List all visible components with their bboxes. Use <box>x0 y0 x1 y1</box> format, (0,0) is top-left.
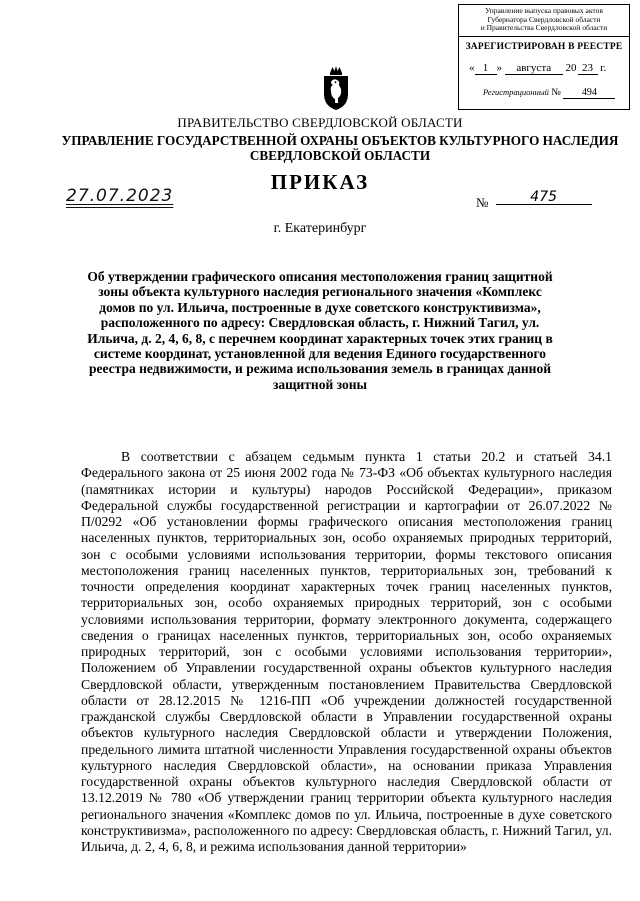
stamp-year-suffix: 23 <box>578 62 598 75</box>
government-name: ПРАВИТЕЛЬСТВО СВЕРДЛОВСКОЙ ОБЛАСТИ <box>177 115 463 130</box>
stamp-quote-open: « <box>469 61 475 74</box>
stamp-header-line: Управление выпуска правовых актов <box>485 6 603 15</box>
city: г. Екатеринбург <box>273 221 367 236</box>
department-name: УПРАВЛЕНИЕ ГОСУДАРСТВЕННОЙ ОХРАНЫ ОБЪЕКТОВ КУЛЬТУРНОГО НАСЛЕДИЯ СВЕРДЛОВСКОЙ ОБЛАСТИ <box>61 133 619 163</box>
stamp-quote-close: » <box>496 61 502 74</box>
document-type: ПРИКАЗ <box>270 170 370 194</box>
order-number-line <box>476 189 592 211</box>
order-number: 475 <box>496 190 592 205</box>
body-paragraph: В соответствии с абзацем седьмым пункта 1 статьи 20.2 и статьей 34.1 Федерального закона от 25 июня 2002 года № 73-ФЗ «Об объектах культурного наследия (памятниках истории и культуры) народов Российской Федерации», приказом Федеральной службы государственной регистрации и картографии от 26.07.2022 № П/0292 «Об установлении формы графического описания местоположения границ населенных пунктов, территориальных зон, особо охраняемых природных территорий, зон с особыми условиями использования территории, формы текстового описания местоположения границ населенных пунктов, территориальных зон, требований к точности определения координат характерных точек границ населенных пунктов, территориальных зон, особо охраняемых природных территорий, зон с особыми условиями использования территории, формату электронного документа, содержащего сведения о границах населенных пунктов, территориальных зон, особо охраняемых природных территорий, зон с особыми условиями использования территории», Положением об Управлении государственной охраны объектов культурного наследия Свердловской области, утвержденным постановлением Правительства Свердловской области от 28.12.2015 № 1216-ПП «Об учреждении должностей государственной гражданской службы Свердловской области в Управлении государственной охраны объектов культурного наследия Свердловской области и утверждении Положения, предельного лимита штатной численности Управления государственной охраны объектов культурного наследия Свердловской области», на основании приказа Управления государственной охраны объектов культурного наследия Свердловской области от 13.12.2019 № 780 «Об утверждении границ территории объекта культурного наследия регионального значения «Комплекс домов по ул. Ильича, построенные в духе советского конструктивизма», расположенного по адресу: Свердловская область, г. Нижний Тагил, ул. Ильича, д. 2, 4, 6, 8, и режима использования данной территории» <box>81 449 612 854</box>
stamp-header-line: и Правительства Свердловской области <box>480 23 608 33</box>
order-title: Об утверждении графического описания местоположения границ защитной зоны объекта культурного наследия регионального значения «Комплекс домов по ул. Ильича, построенные в духе советского конструктивизма», расположенного по адресу: Свердловская область, г. Нижний Тагил, ул. Ильича, д. 2, 4, 6, 8, с перечнем координат характерных точек этих границ в системе координат, установленной для ведения Единого государственного реестра недвижимости, и режима использования земель в границах данной защитной зоны <box>87 269 553 392</box>
stamp-header-line: Губернатора Свердловской области <box>487 14 601 24</box>
stamp-reg-number: 494 <box>563 87 615 99</box>
stamp-day: 1 <box>475 62 497 75</box>
stamp-year-abbr: г. <box>600 61 607 74</box>
coat-of-arms-icon <box>321 64 351 112</box>
number-sign: № <box>476 195 489 210</box>
stamp-reg-label: Регистрационный <box>483 86 549 97</box>
stamp-registered-label: ЗАРЕГИСТРИРОВАН В РЕЕСТРЕ <box>465 41 623 52</box>
stamp-registration-number <box>459 87 629 99</box>
stamp-month: августа <box>505 62 563 75</box>
stamp-year-prefix: 20 <box>565 61 577 74</box>
stamp-registration-date <box>459 62 629 75</box>
stamp-header <box>459 5 629 37</box>
order-date: 27.07.2023 <box>66 186 174 206</box>
stamp-no-sign: № <box>551 86 561 98</box>
registry-stamp <box>458 4 630 110</box>
